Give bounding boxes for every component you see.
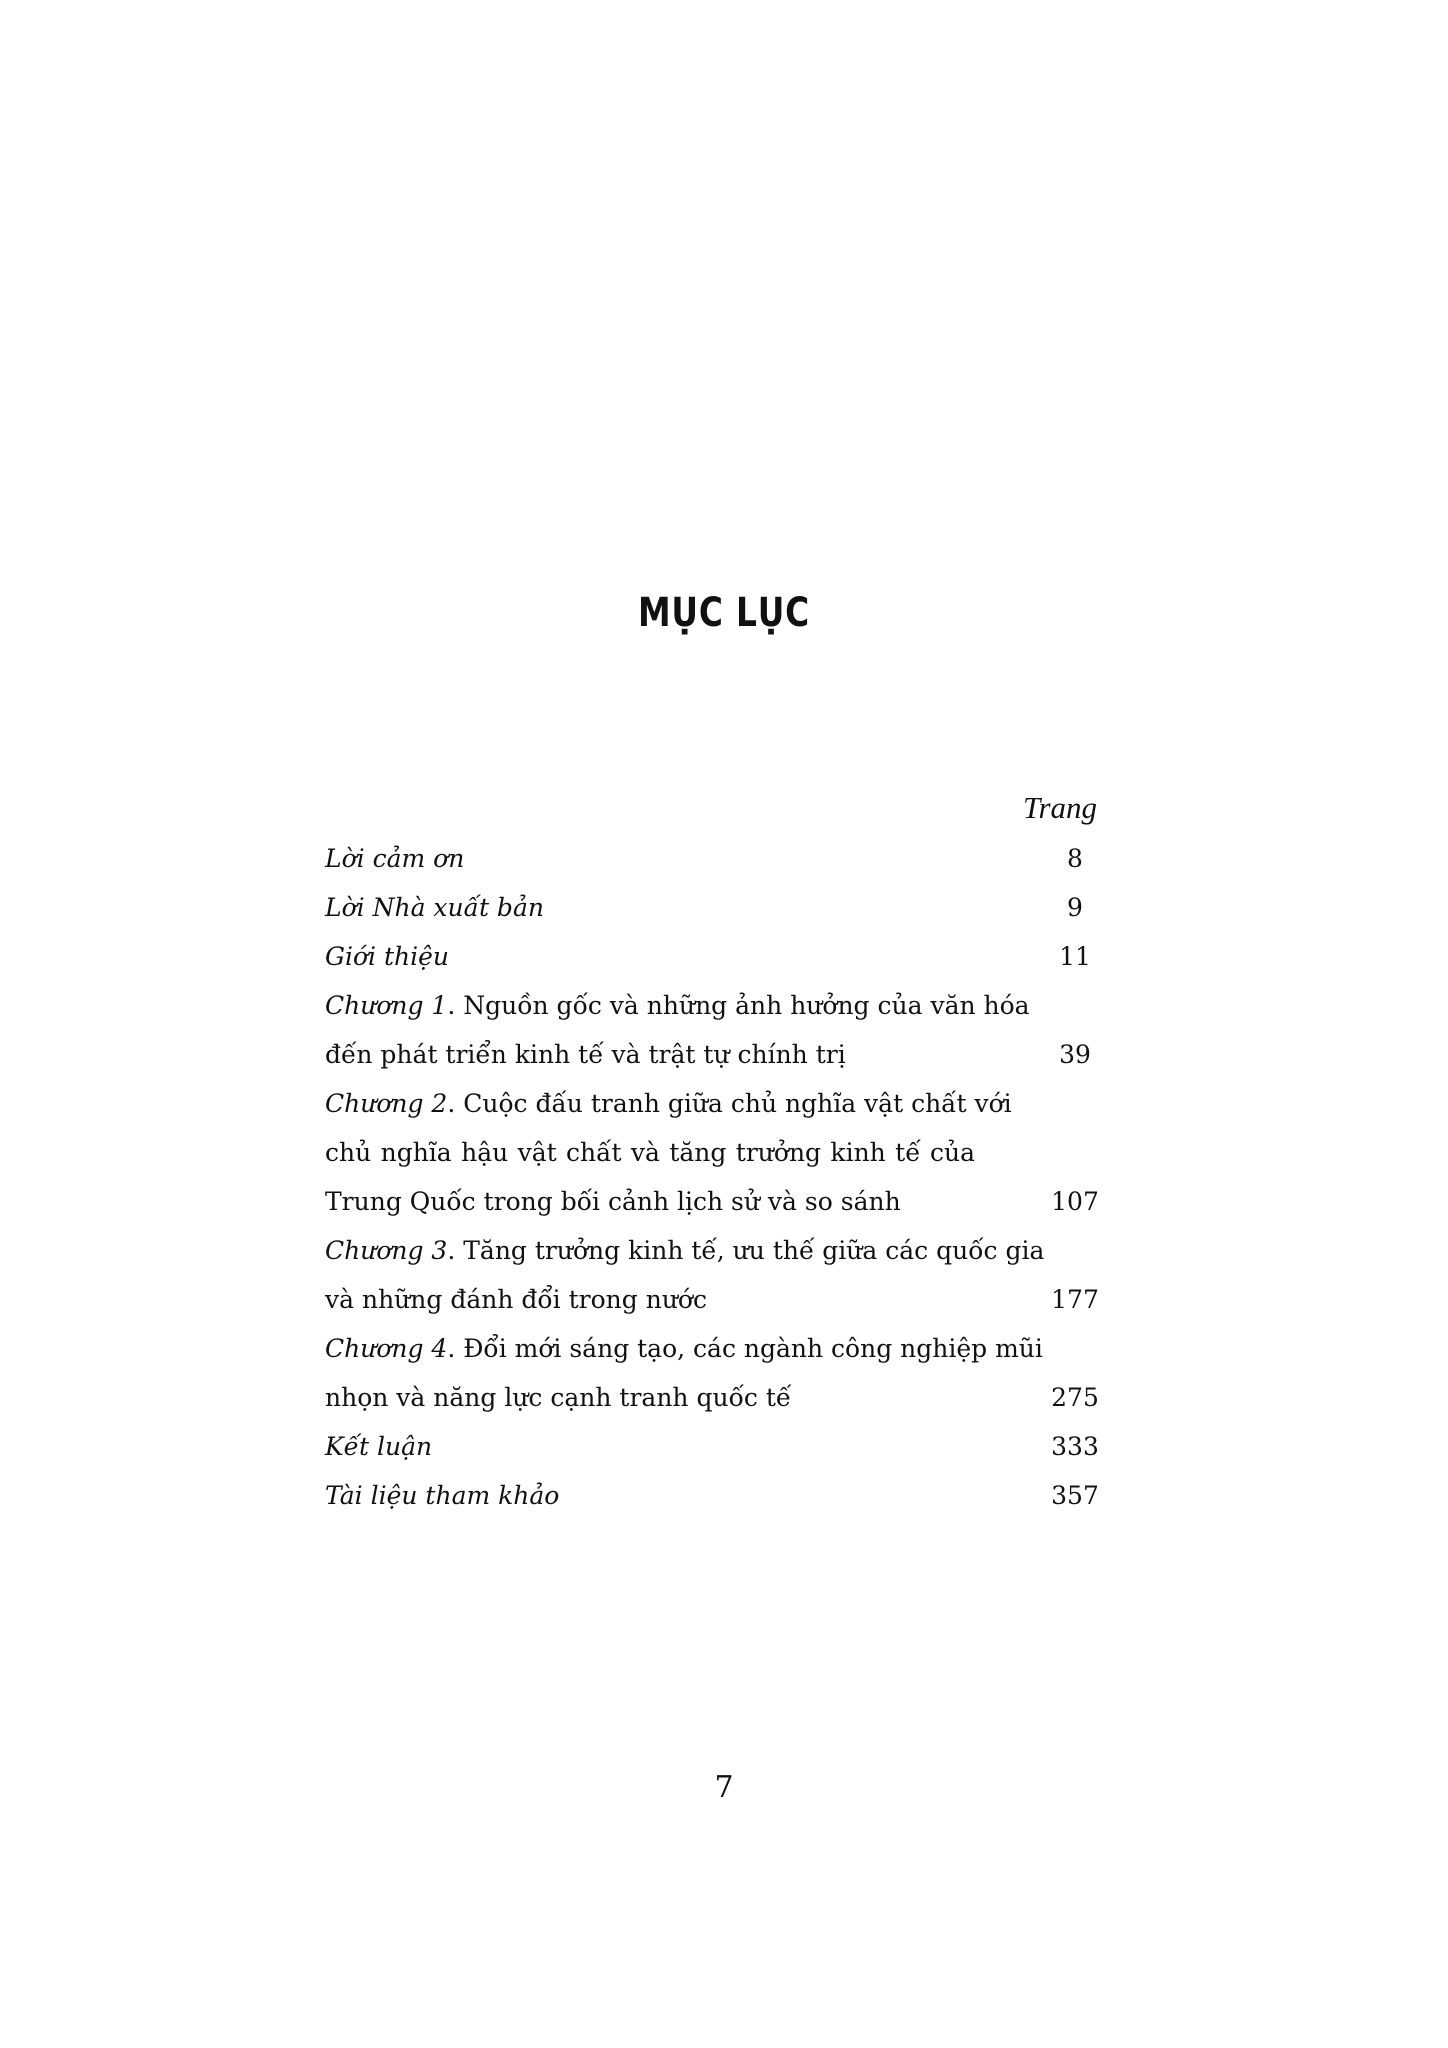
toc-entry-line	[325, 1422, 1135, 1471]
toc-entry	[325, 1079, 1135, 1226]
page-title: MỤC LỤC	[637, 590, 811, 636]
toc-entry-label: Lời Nhà xuất bản	[325, 893, 544, 922]
toc-entry-label: Kết luận	[325, 1432, 433, 1461]
toc-entry-page: 8	[1067, 844, 1083, 873]
toc-entry	[325, 1471, 1135, 1520]
toc-entry-page: 333	[1051, 1432, 1099, 1461]
toc-entry-title	[325, 1226, 1045, 1275]
toc-entry	[325, 834, 1135, 883]
toc-entry-label: Chương 2	[325, 1089, 448, 1118]
toc-entry-label: Chương 4	[325, 1334, 448, 1363]
toc-entry	[325, 1226, 1135, 1324]
toc-entry-page: 357	[1051, 1481, 1099, 1510]
toc-entry-title	[325, 883, 975, 932]
toc-entry-text: . Cuộc đấu tranh giữa chủ nghĩa vật chất với	[447, 1089, 1012, 1118]
toc-entry-label: Giới thiệu	[325, 942, 449, 971]
toc-entry-title	[325, 1471, 975, 1520]
toc-entry-text: . Tăng trưởng kinh tế, ưu thế giữa các quốc gia	[447, 1236, 1045, 1265]
toc-entry-line	[325, 1373, 1135, 1422]
toc-entry-title	[325, 1275, 975, 1324]
toc-entry-line	[325, 1079, 1135, 1128]
toc-entry-line	[325, 932, 1135, 981]
toc-entry-title	[325, 1324, 1043, 1373]
toc-entry	[325, 1324, 1135, 1422]
toc-entry-text: . Đổi mới sáng tạo, các ngành công nghiệp mũi	[447, 1334, 1043, 1363]
toc-entry-line	[325, 1275, 1135, 1324]
toc-entry-label: Chương 1	[325, 991, 448, 1020]
toc-entry-text: và những đánh đổi trong nước	[325, 1285, 707, 1314]
toc-entry-text: chủ nghĩa hậu vật chất và tăng trưởng kinh tế của	[325, 1138, 975, 1167]
table-of-contents	[325, 834, 1135, 1520]
toc-entry-line	[325, 1324, 1135, 1373]
toc-entry-title	[325, 1177, 975, 1226]
toc-entry-page: 177	[1051, 1285, 1099, 1314]
toc-entry-text: . Nguồn gốc và những ảnh hưởng của văn hóa	[447, 991, 1030, 1020]
toc-entry-title	[325, 1128, 975, 1177]
toc-entry-line	[325, 981, 1135, 1030]
toc-entry-title	[325, 1373, 975, 1422]
toc-entry-label: Lời cảm ơn	[325, 844, 465, 873]
toc-entry-label: Tài liệu tham khảo	[325, 1481, 560, 1510]
toc-entry-page: 9	[1067, 893, 1083, 922]
toc-entry-page: 11	[1059, 942, 1091, 971]
toc-entry-line	[325, 883, 1135, 932]
toc-entry-text: nhọn và năng lực cạnh tranh quốc tế	[325, 1383, 792, 1412]
toc-entry-page: 39	[1059, 1040, 1091, 1069]
toc-entry-title	[325, 1030, 975, 1079]
toc-entry-line	[325, 1471, 1135, 1520]
toc-entry-title	[325, 1422, 975, 1471]
toc-entry-page: 107	[1051, 1187, 1099, 1216]
toc-entry-line	[325, 1128, 1135, 1177]
toc-entry-title	[325, 981, 1030, 1030]
toc-entry-title	[325, 834, 975, 883]
toc-entry-line	[325, 834, 1135, 883]
page-number: 7	[714, 1770, 734, 1805]
toc-entry	[325, 1422, 1135, 1471]
toc-entry-label: Chương 3	[325, 1236, 448, 1265]
toc-entry-line	[325, 1177, 1135, 1226]
toc-page-column-header: Trang	[1022, 790, 1098, 825]
toc-entry-text: đến phát triển kinh tế và trật tự chính trị	[325, 1040, 846, 1069]
toc-entry-page: 275	[1051, 1383, 1099, 1412]
toc-entry	[325, 883, 1135, 932]
toc-entry	[325, 981, 1135, 1079]
toc-entry	[325, 932, 1135, 981]
toc-entry-text: Trung Quốc trong bối cảnh lịch sử và so sánh	[325, 1187, 901, 1216]
toc-entry-title	[325, 1079, 1012, 1128]
toc-entry-line	[325, 1226, 1135, 1275]
toc-entry-line	[325, 1030, 1135, 1079]
toc-entry-title	[325, 932, 975, 981]
